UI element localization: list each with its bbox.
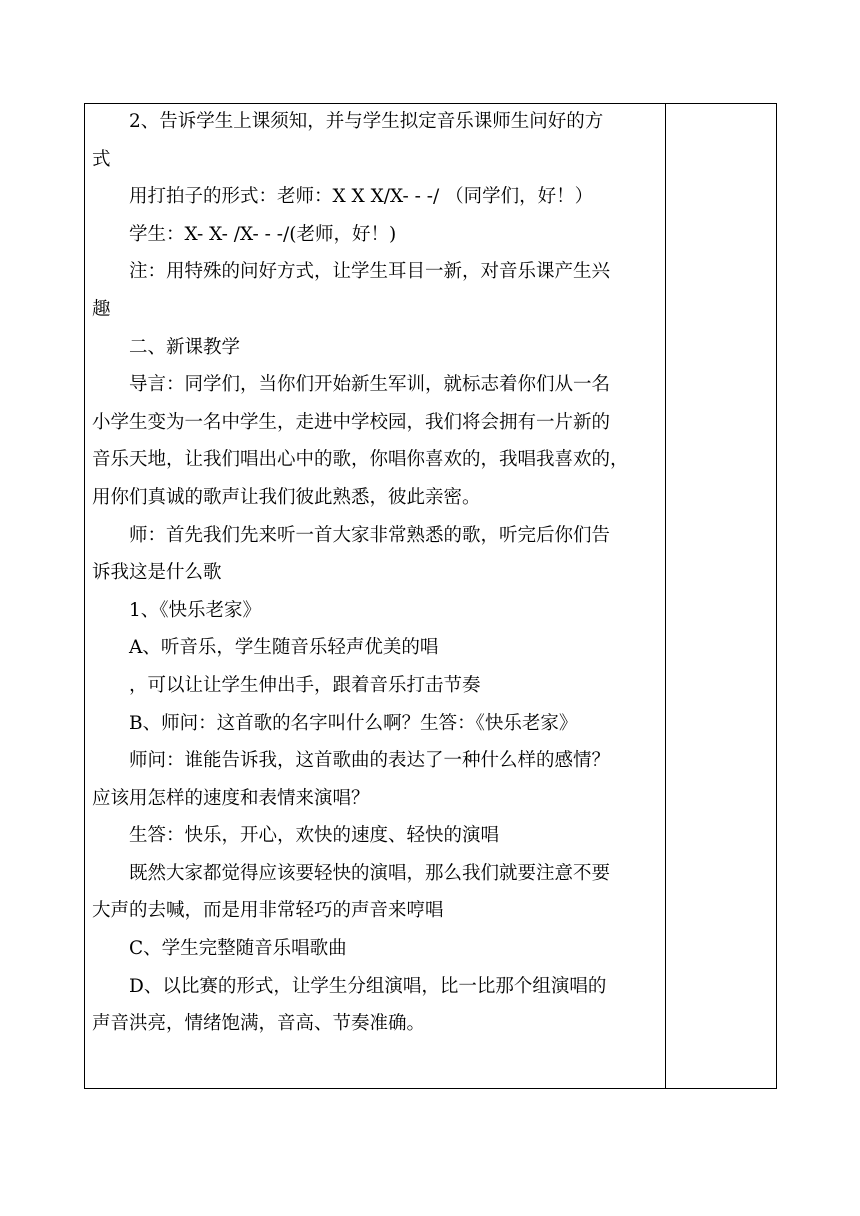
content-line: 生答：快乐，开心，欢快的速度、轻快的演唱 [129, 825, 500, 847]
teaching-content-cell [92, 104, 660, 1043]
content-line: 趣 [92, 298, 111, 320]
content-line: 师问：谁能告诉我，这首歌曲的表达了一种什么样的感情？ [129, 750, 611, 772]
content-line: 式 [92, 148, 111, 170]
content-line: 注：用特殊的问好方式，让学生耳目一新，对音乐课产生兴 [129, 261, 611, 283]
content-line: B、师问：这首歌的名字叫什么啊？生答：《快乐老家》 [129, 712, 578, 734]
notes-cell [666, 104, 776, 1088]
content-line: 导言：同学们，当你们开始新生军训，就标志着你们从一名 [129, 374, 611, 396]
content-line: 二、新课教学 [129, 336, 241, 358]
content-line: 既然大家都觉得应该要轻快的演唱，那么我们就要注意不要 [129, 862, 611, 884]
content-line: 声音洪亮，情绪饱满，音高、节奏准确。 [92, 1013, 426, 1035]
content-line: 师：首先我们先来听一首大家非常熟悉的歌，听完后你们告 [129, 524, 611, 546]
content-line: 诉我这是什么歌 [92, 562, 222, 584]
content-line: 2、告诉学生上课须知，并与学生拟定音乐课师生问好的方 [129, 111, 604, 132]
lesson-plan-table [84, 103, 777, 1089]
content-line: A、听音乐，学生随音乐轻声优美的唱 [129, 637, 439, 659]
content-line: ，可以让让学生伸出手，跟着音乐打击节奏 [129, 674, 481, 696]
content-line: 1、《快乐老家》 [129, 599, 262, 621]
content-line: 应该用怎样的速度和表情来演唱？ [92, 787, 370, 809]
content-line: 小学生变为一名中学生，走进中学校园，我们将会拥有一片新的 [92, 411, 611, 433]
content-line: 音乐天地，让我们唱出心中的歌，你唱你喜欢的，我唱我喜欢的， [92, 449, 629, 471]
content-line: D、以比赛的形式，让学生分组演唱，比一比那个组演唱的 [129, 975, 607, 997]
content-line: 大声的去喊，而是用非常轻巧的声音来哼唱 [92, 900, 444, 922]
content-line: 用你们真诚的歌声让我们彼此熟悉，彼此亲密。 [92, 486, 481, 508]
content-line: 学生：X- X- /X- - -/(老师，好！) [129, 223, 397, 245]
content-line: C、学生完整随音乐唱歌曲 [129, 938, 347, 960]
content-line: 用打拍子的形式：老师：X X X/X- - -/ （同学们，好！） [129, 186, 594, 208]
